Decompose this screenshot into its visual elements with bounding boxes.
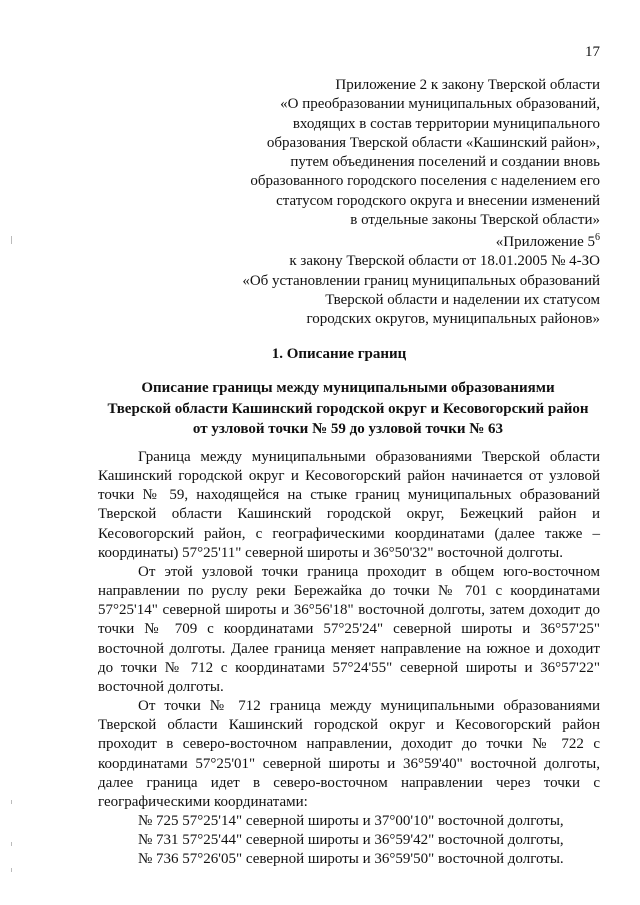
paragraph: Граница между муниципальными образованиями Тверской области Кашинский городской округ и Кесовогорский район начинается от узловой точки № 59, находящейся на стыке границ муниципальных образований Тверской области Кашинский городской округ, Бежецкий район и Кесовогорский район, с географическими координатами (далее также – координаты) 57°25'11" северной широты и 36°50'32" восточной долготы. [98,449,600,561]
annex-reference-title [242,233,600,252]
annex-reference-line: городских округов, муниципальных районов» [306,311,600,328]
annex-header-line: в отдельные законы Тверской области» [350,212,600,229]
boundary-title [98,378,598,440]
coordinate-item: № 731 57°25'44" северной широты и 36°59'42" восточной долготы, [138,832,564,849]
annex-header-line: статусом городского округа и внесении изменений [276,192,600,209]
annex-reference-line: к закону Тверской области от 18.01.2005 № 4-ЗО [289,253,600,270]
annex-header-line: образованного городского поселения с наделением его [250,173,600,190]
coordinate-list [98,812,600,869]
annex-reference-line: «Об установлении границ муниципальных образований [242,272,600,289]
paragraph: От этой узловой точки граница проходит в общем юго-восточном направлении по руслу реки Бережайка до точки № 701 с координатами 57°25'14" северной широты и 36°56'18" восточной долготы, затем доходит до точки № 709 с координатами 57°25'24" северной широты и 36°57'25" восточной долготы. Далее граница меняет направление на южное и доходит до точки № 712 с координатами 57°24'55" северной широты и 36°57'22" восточной долготы. [98,563,600,695]
scan-margin-mark [11,800,12,804]
annex-reference [242,233,600,329]
scan-margin-mark [11,236,12,244]
coordinate-item: № 725 57°25'14" северной широты и 37°00'10" восточной долготы, [138,812,564,829]
page-number: 17 [585,44,600,60]
paragraph: От точки № 712 граница между муниципальными образованиями Тверской области Кашинский городской округ и Кесовогорский район проходит в северо-восточном направлении, доходит до точки № 722 с координатами 57°25'01" северной широты и 36°59'40" восточной долготы, далее граница идет в северо-восточном направлении через точки с географическими координатами: [98,698,600,810]
annex-header-line: путем объединения поселений и создании вновь [290,154,600,171]
annex-reference-line: Тверской области и наделении их статусом [325,291,600,308]
annex-header [250,76,600,230]
annex-reference-title-text: «Приложение 5 [495,234,595,250]
section-title: 1. Описание границ [271,346,407,362]
annex-header-line: «О преобразовании муниципальных образований, [280,96,600,113]
boundary-title-line: от узловой точки № 59 до узловой точки № 63 [192,421,504,437]
annex-header-line: образования Тверской области «Кашинский район», [266,134,600,151]
boundary-description [98,448,600,869]
annex-header-line: Приложение 2 к закону Тверской области [335,77,600,93]
coordinate-item: № 736 57°26'05" северной широты и 36°59'50" восточной долготы. [138,851,564,868]
annex-reference-superscript: 6 [595,232,600,243]
scan-margin-mark [11,868,12,872]
annex-header-line: входящих в состав территории муниципального [292,115,600,132]
boundary-title-line: Тверской области Кашинский городской округ и Кесовогорский район [107,400,589,417]
boundary-title-line: Описание границы между муниципальными образованиями [141,380,555,396]
scan-margin-mark [11,842,12,846]
